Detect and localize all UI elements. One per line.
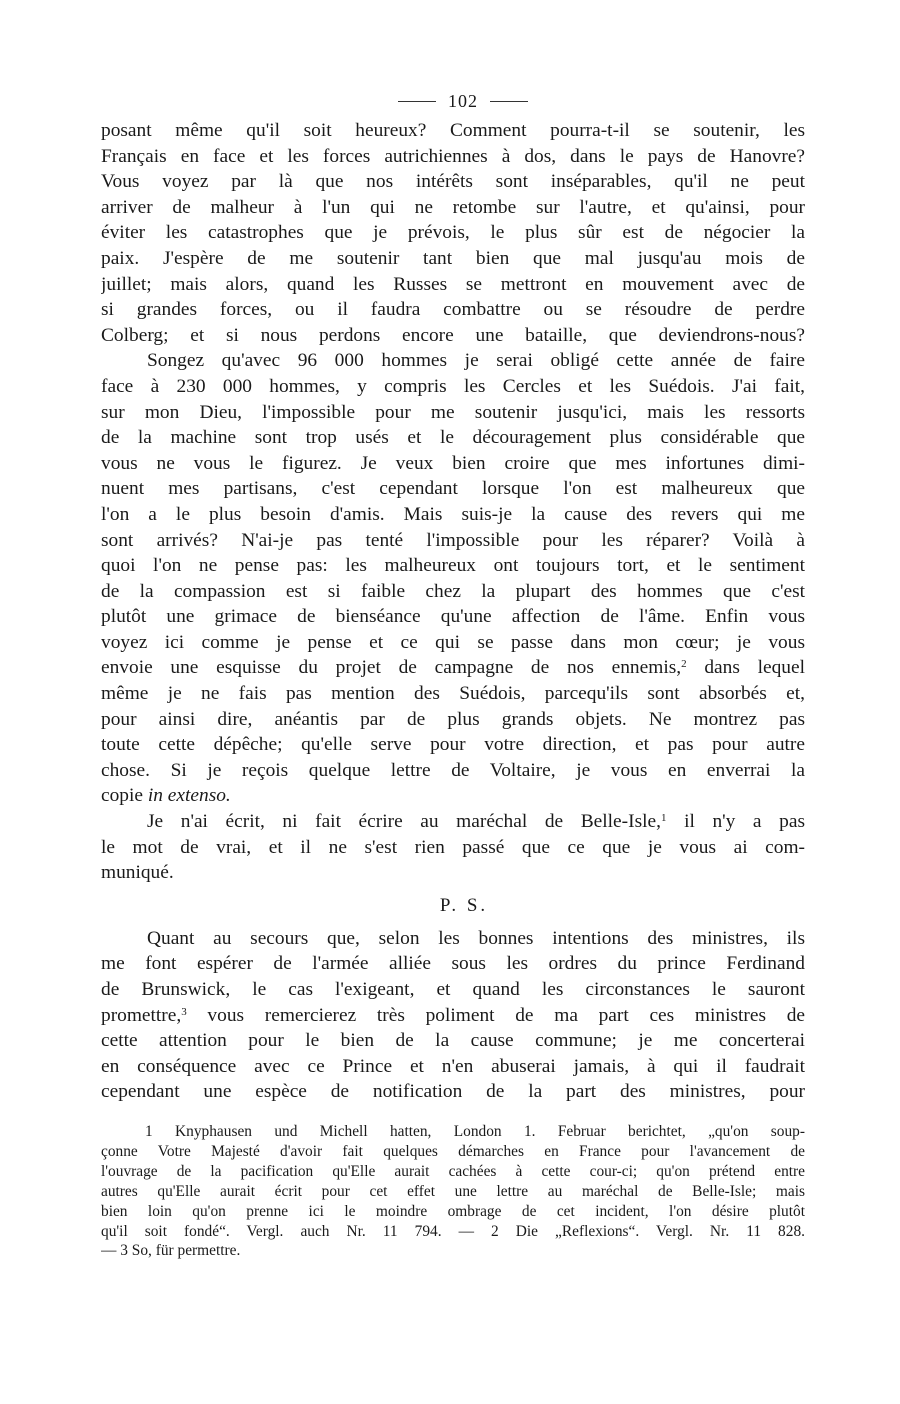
text-line: en conséquence avec ce Prince et n'en abuserai jamais, à qui il faudrait [101,1055,805,1077]
text-line [101,1003,805,1029]
main-text [101,118,805,1105]
footnote-line: autres qu'Elle aurait écrit pour cet effet une lettre au maréchal de Belle-Isle; mais [101,1182,805,1200]
text-line: le mot de vrai, et il ne s'est rien passé que ce que je vous ai com- [101,836,805,858]
text-line: vous ne vous le figurez. Je veux bien croire que mes infortunes dimi- [101,452,805,474]
header-rule-right [490,101,528,102]
text-line: juillet; mais alors, quand les Russes se mettront en mouvement avec de [101,273,805,295]
text-line: sur mon Dieu, l'impossible pour me soutenir jusqu'ici, mais les ressorts [101,401,805,423]
text-line: sont arrivés? N'ai-je pas tenté l'impossible pour les réparer? Voilà à [101,529,805,551]
text-line: l'on a le plus besoin d'amis. Mais suis-je la cause des revers qui me [101,503,805,525]
text-line: cependant une espèce de notification de la part des ministres, pour [101,1081,805,1103]
paragraph-3 [101,809,805,886]
footnote-marker: 3 [181,1005,187,1018]
footnote-line: bien loin qu'on prenne ici le moindre ombrage de cet incident, l'on désire plutôt [101,1202,805,1220]
text-line: de la machine sont trop usés et le découragement plus considérable que [101,427,805,449]
page-header [121,84,805,118]
document-page [101,84,805,1261]
text-segment: envoie une esquisse du projet de campagne de nos ennemis, [101,657,682,679]
footnote-line: l'ouvrage de la pacification qu'Elle aurait cachées à cette cour-ci; qu'on prétend entre [101,1162,805,1180]
text-line: pour ainsi dire, anéantis par de plus grands objets. Ne montrez pas [101,708,805,730]
ps-heading: P. S. [439,894,489,916]
text-segment: promettre, [101,1004,182,1026]
paragraph-1 [101,118,805,348]
page-number: 102 [448,90,478,111]
text-line: plutôt une grimace de bienséance qu'une affection de l'âme. Enfin vous [101,606,805,628]
text-line: Quant au secours que, selon les bonnes intentions des ministres, ils [147,927,805,949]
text-line: voyez ici comme je pense et ce qui se passe dans mon cœur; je vous [101,631,805,653]
text-line: si grandes forces, ou il faudra combattre ou se résoudre de perdre [101,299,805,321]
text-line: arriver de malheur à l'un qui ne retombe sur l'autre, et qu'ainsi, pour [101,196,805,218]
text-line: cette attention pour le bien de la cause commune; je me concerterai [101,1030,805,1052]
text-line: muniqué. [101,862,174,884]
text-line: Français en face et les forces autrichiennes à dos, dans le pays de Hanovre? [101,145,805,167]
footnote-line: — 3 So, für permettre. [101,1242,241,1260]
italic-text: in extenso. [147,785,231,807]
text-line: Songez qu'avec 96 000 hommes je serai obligé cette année de faire [147,350,805,372]
text-line: Vous voyez par là que nos intérêts sont inséparables, qu'il ne peut [101,171,805,193]
text-line: face à 230 000 hommes, y compris les Cercles et les Suédois. J'ai fait, [101,375,805,397]
text-line: paix. J'espère de me soutenir tant bien que mal jusqu'au mois de [101,247,805,269]
text-line: de Brunswick, le cas l'exigeant, et quand les circonstances le sauront [101,979,805,1000]
footnotes [101,1122,805,1261]
header-rule-left [398,101,436,102]
text-line: de la compassion est si faible chez la plupart des hommes que c'est [101,580,805,602]
paragraph-4 [101,926,805,1105]
footnote-line: 1 Knyphausen und Michell hatten, London 1. Februar berichtet, „qu'on soup- [145,1122,805,1140]
text-line: même je ne fais pas mention des Suédois, parcequ'ils sont absorbés et, [101,683,805,705]
text-segment: dans lequel [686,657,805,679]
footnote-marker: 2 [681,658,687,671]
text-segment: Je n'ai écrit, ni fait écrire au maréchal de Belle-Isle, [147,811,661,833]
footnote-marker: 1 [660,812,667,825]
text-line: Colberg; et si nous perdons encore une bataille, que deviendrons-nous? [101,324,805,346]
footnote-line: qu'il soit fondé“. Vergl. auch Nr. 11 794. — 2 Die „Reflexions“. Vergl. Nr. 11 828. [101,1222,805,1240]
text-segment: il n'y a pas [666,811,805,833]
text-line: posant même qu'il soit heureux? Comment pourra-t-il se soutenir, les [101,120,805,141]
paragraph-2 [101,348,805,809]
text-line [101,783,805,809]
text-line: me font espérer de l'armée alliée sous les ordres du prince Ferdinand [101,953,805,975]
text-segment: vous remercierez très poliment de ma part ces ministres de [186,1004,805,1026]
text-line [101,655,805,681]
text-line: éviter les catastrophes que je prévois, le plus sûr est de négocier la [101,222,805,244]
text-line [101,809,805,835]
text-line: chose. Si je reçois quelque lettre de Voltaire, je vous en enverrai la [101,759,805,781]
footnote-line: çonne Votre Majesté d'avoir fait quelques démarches en France pour l'avancement de [101,1142,805,1160]
text-line: quoi l'on ne pense pas: les malheureux ont toujours tort, et le sentiment [101,555,805,577]
text-segment: copie [101,785,143,807]
text-line: nuent mes partisans, c'est cependant lorsque l'on est malheureux que [101,478,805,500]
text-line: toute cette dépêche; qu'elle serve pour votre direction, et pas pour autre [101,734,805,756]
